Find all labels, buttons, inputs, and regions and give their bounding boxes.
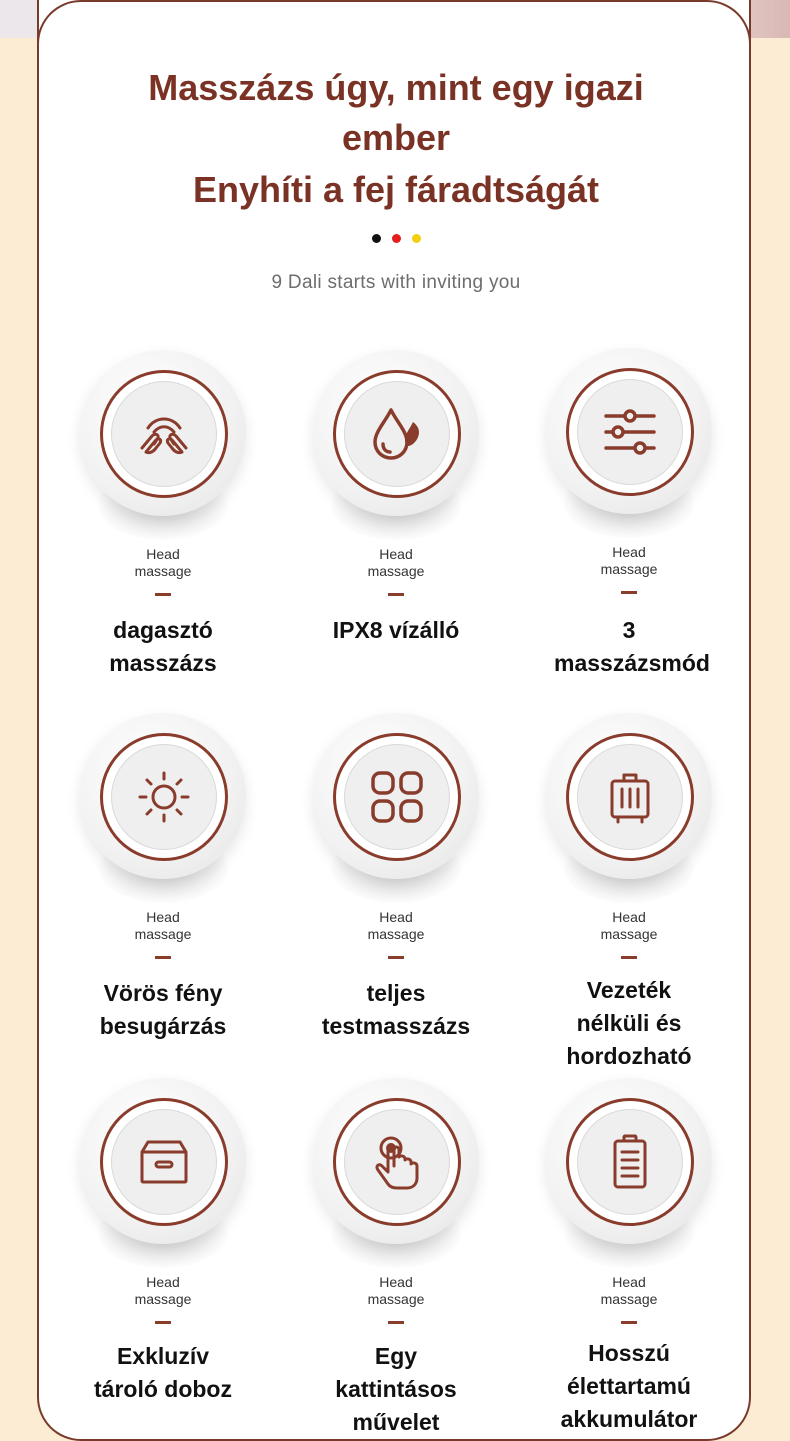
yellow-dot [412, 234, 421, 243]
caption-line2: massage [600, 1291, 658, 1307]
caption-line2: massage [600, 561, 658, 577]
battery-icon [600, 1132, 660, 1192]
suitcase-icon [600, 767, 660, 827]
feature-label: Vörös fény besugárzás [99, 980, 227, 1039]
color-dots [39, 234, 751, 243]
caption-line1: Head [612, 544, 646, 560]
black-dot [372, 234, 381, 243]
red-dot [392, 234, 401, 243]
caption-line2: massage [134, 926, 192, 942]
water-drop-icon [367, 404, 427, 464]
divider [155, 593, 171, 596]
hands-massage-icon [134, 404, 194, 464]
caption-line2: massage [600, 926, 658, 942]
subtitle: 9 Dali starts with inviting you [271, 272, 521, 293]
divider [155, 1321, 171, 1324]
grid-icon [367, 767, 427, 827]
caption-line2: massage [134, 1291, 192, 1307]
divider [155, 956, 171, 959]
feature-label: 3 masszázsmód [554, 617, 710, 676]
caption-line1: Head [612, 909, 646, 925]
box-icon [134, 1132, 194, 1192]
page-title-line2: ember [341, 117, 451, 158]
divider [388, 956, 404, 959]
caption-line2: massage [134, 563, 192, 579]
caption-line1: Head [379, 909, 413, 925]
feature-label: Vezeték nélküli és hordozható [566, 977, 692, 1069]
feature-label: IPX8 vízálló [332, 617, 460, 643]
caption-line2: massage [367, 926, 425, 942]
feature-label: teljes testmasszázs [321, 980, 471, 1039]
feature-label: dagasztó masszázs [109, 617, 217, 676]
page-title-line1: Masszázs úgy, mint egy igazi [148, 67, 644, 108]
tap-hand-icon [367, 1132, 427, 1192]
divider [621, 1321, 637, 1324]
caption-line1: Head [146, 909, 180, 925]
feature-label: Egy kattintásos művelet [335, 1343, 457, 1435]
caption-line2: massage [367, 1291, 425, 1307]
divider [388, 1321, 404, 1324]
feature-label: Hosszú élettartamú akkumulátor [560, 1340, 698, 1432]
page-title-line3: Enyhíti a fej fáradtságát [192, 169, 600, 210]
caption-line2: massage [367, 563, 425, 579]
caption-line1: Head [612, 1274, 646, 1290]
divider [621, 956, 637, 959]
feature-card [37, 0, 751, 1441]
divider [388, 593, 404, 596]
feature-label: Exkluzív tároló doboz [94, 1343, 232, 1402]
caption-line1: Head [146, 1274, 180, 1290]
sliders-icon [600, 402, 660, 462]
caption-line1: Head [379, 546, 413, 562]
divider [621, 591, 637, 594]
caption-line1: Head [379, 1274, 413, 1290]
caption-line1: Head [146, 546, 180, 562]
sun-icon [134, 767, 194, 827]
